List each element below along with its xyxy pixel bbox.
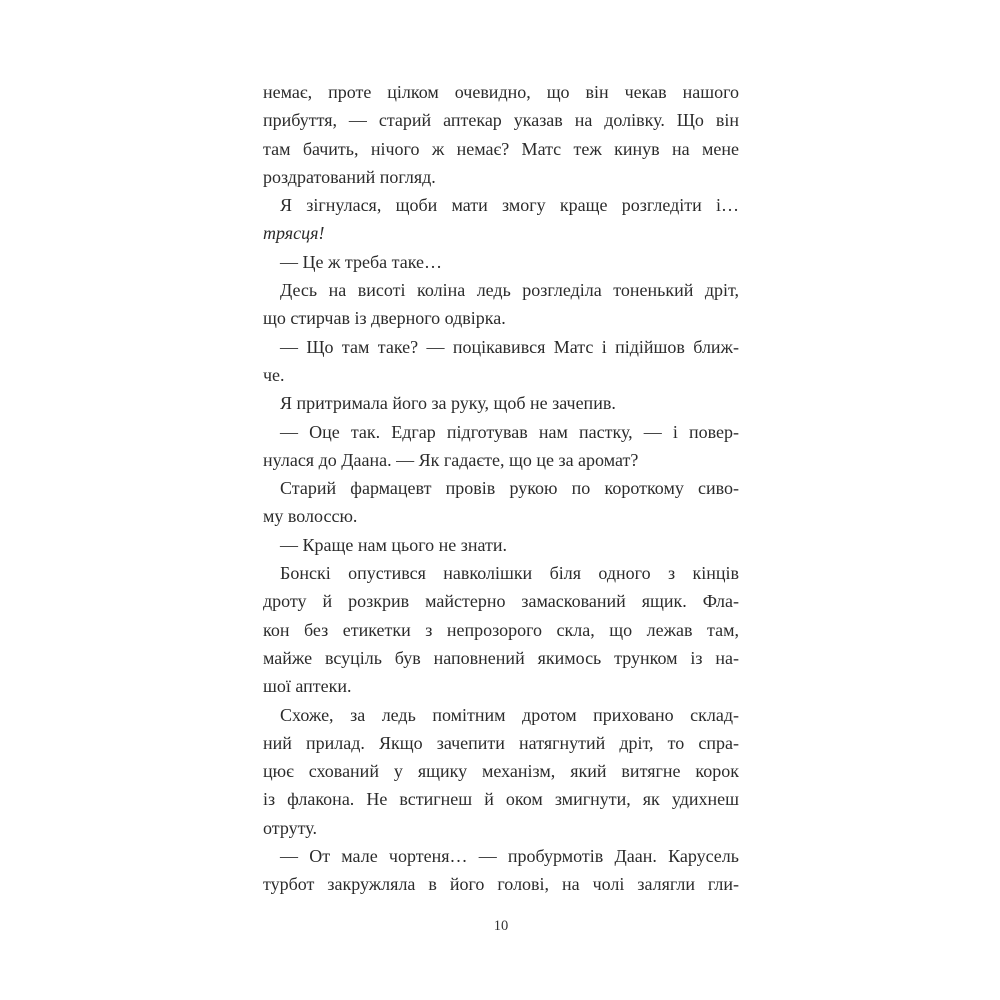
text-line: турбот закружляла в його голові, на чолі залягли гли- (263, 874, 739, 895)
text-line: ний прилад. Якщо зачепити натягнутий дріт, то спра- (263, 732, 739, 753)
text-line: дроту й розкрив майстерно замаскований ящик. Фла- (263, 591, 739, 612)
text-line: му волоссю. (263, 506, 358, 527)
text-line: нулася до Даана. — Як гадаєте, що це за аромат? (263, 449, 639, 470)
text-line: кон без етикетки з непрозорого скла, що лежав там, (263, 619, 739, 640)
text-line: — Оце так. Едгар підготував нам пастку, — і повер- (280, 421, 739, 442)
page-text (263, 78, 739, 899)
text-line: — Що там таке? — поцікавився Матс і підійшов ближ- (280, 336, 739, 357)
text-line: Бонскі опустився навколішки біля одного з кінців (280, 563, 739, 584)
page-number: 10 (493, 918, 509, 934)
text-line: — Краще нам цього не знати. (280, 534, 508, 555)
text-line: Десь на висоті коліна ледь розгледіла тоненький дріт, (280, 280, 739, 301)
text-line: немає, проте цілком очевидно, що він чекав нашого (263, 82, 739, 102)
text-line: Старий фармацевт провів рукою по короткому сиво- (280, 478, 739, 499)
text-line: трясця! (263, 223, 325, 244)
text-line: Схоже, за ледь помітним дротом приховано склад- (280, 704, 739, 725)
text-line: Я зігнулася, щоби мати змогу краще розгледіти і… (280, 195, 739, 216)
text-line: — От мале чортеня… — пробурмотів Даан. Карусель (280, 846, 739, 867)
text-line: прибуття, — старий аптекар указав на долівку. Що він (263, 110, 739, 131)
text-line: майже всуціль був наповнений якимось трунком із на- (263, 647, 739, 668)
text-line: цює схований у ящику механізм, який витягне корок (263, 761, 739, 782)
text-line: роздратований погляд. (263, 166, 436, 187)
text-line: че. (263, 364, 285, 385)
text-line: там бачить, нічого ж немає? Матс теж кинув на мене (263, 138, 739, 159)
text-line: шої аптеки. (263, 676, 352, 697)
text-line: Я притримала його за руку, щоб не зачепив. (280, 393, 616, 414)
text-line: із флакона. Не встигнеш й оком змигнути, як удихнеш (263, 789, 739, 810)
text-line: що стирчав із дверного одвірка. (263, 308, 506, 329)
text-line: — Це ж треба таке… (280, 251, 443, 272)
text-line: отруту. (263, 817, 317, 838)
